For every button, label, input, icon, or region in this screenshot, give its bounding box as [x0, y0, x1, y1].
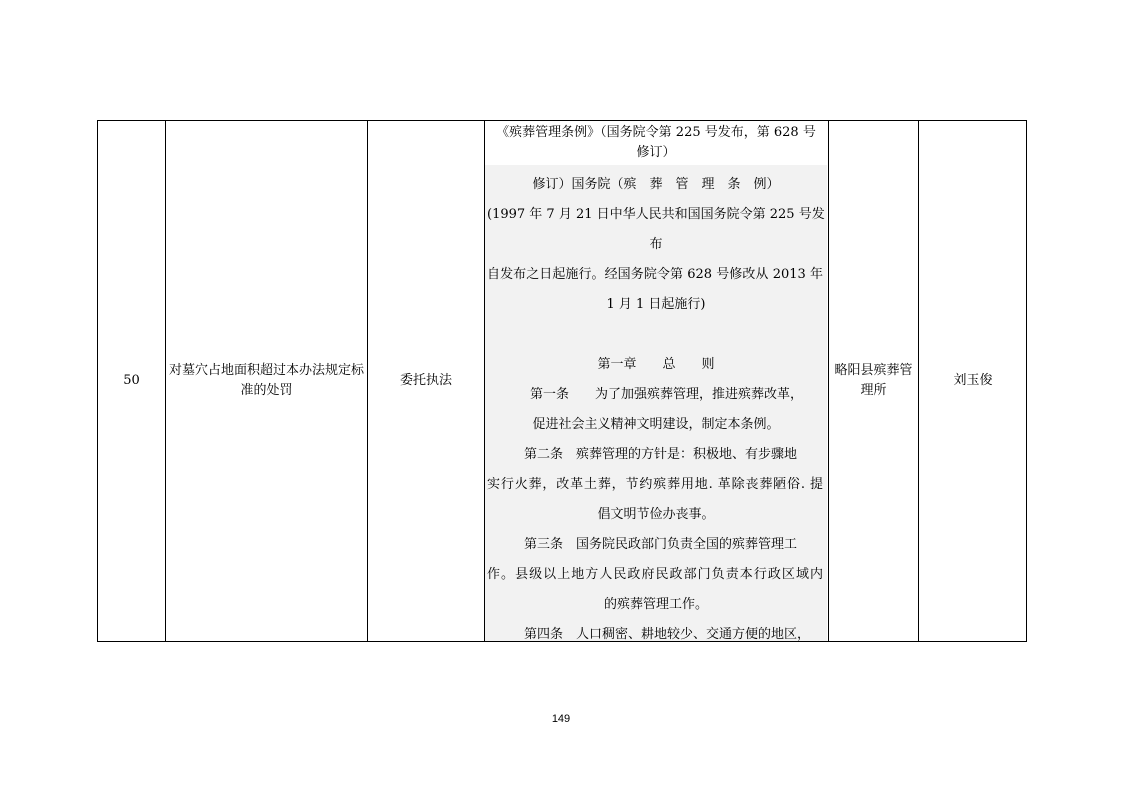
department-cell — [829, 121, 918, 641]
row-number: 50 — [123, 373, 140, 388]
responsible-person-cell — [919, 121, 1027, 641]
enforcement-table — [97, 120, 1027, 642]
basis-line: 促进社会主义精神文明建设，制定本条例。 — [532, 417, 780, 432]
legal-basis-cell — [485, 121, 827, 641]
department-name: 略阳县殡葬管理所 — [834, 363, 913, 398]
enforcement-type-cell — [368, 121, 484, 641]
responsible-person: 刘玉俊 — [953, 373, 993, 388]
legal-basis-title: 《殡葬管理条例》（国务院令第 225 号发布，第 628 号修订） — [496, 125, 816, 160]
chapter-heading: 第一章 总 则 — [597, 357, 715, 372]
basis-line: 1 月 1 日起施行) — [606, 297, 706, 312]
basis-line: 第一条 为了加强殡葬管理，推进殡葬改革， — [530, 387, 804, 402]
item-name-cell — [166, 121, 367, 641]
item-name: 对墓穴占地面积超过本办法规定标准的处罚 — [168, 363, 364, 398]
enforcement-type: 委托执法 — [399, 373, 452, 388]
legal-basis-heading — [485, 121, 827, 165]
basis-line: 第二条 殡葬管理的方针是：积极地、有步骤地 — [524, 447, 798, 462]
basis-line — [485, 325, 827, 345]
basis-line: 第三条 国务院民政部门负责全国的殡葬管理工 — [524, 537, 798, 552]
basis-line: 的殡葬管理工作。 — [603, 597, 708, 612]
basis-line: 布 — [649, 237, 663, 252]
page-number: 149 — [551, 713, 571, 725]
basis-line: 第四条 人口稠密、耕地较少、交通方便的地区， — [524, 627, 811, 641]
basis-line: 自发布之日起施行。经国务院令第 628 号修改从 2013 年 — [487, 267, 823, 282]
basis-line: 倡文明节俭办丧事。 — [597, 507, 715, 522]
basis-line: 实行火葬，改革土葬，节约殡葬用地. 革除丧葬陋俗. 提 — [487, 477, 823, 492]
basis-line: (1997 年 7 月 21 日中华人民共和国国务院令第 225 号发 — [487, 207, 825, 222]
legal-basis-text — [485, 165, 827, 641]
basis-line: 作。县级以上地方人民政府民政部门负责本行政区域内 — [487, 567, 823, 582]
basis-line: 修订）国务院（殡 葬 管 理 条 例） — [532, 177, 780, 192]
row-number-cell — [98, 121, 165, 641]
